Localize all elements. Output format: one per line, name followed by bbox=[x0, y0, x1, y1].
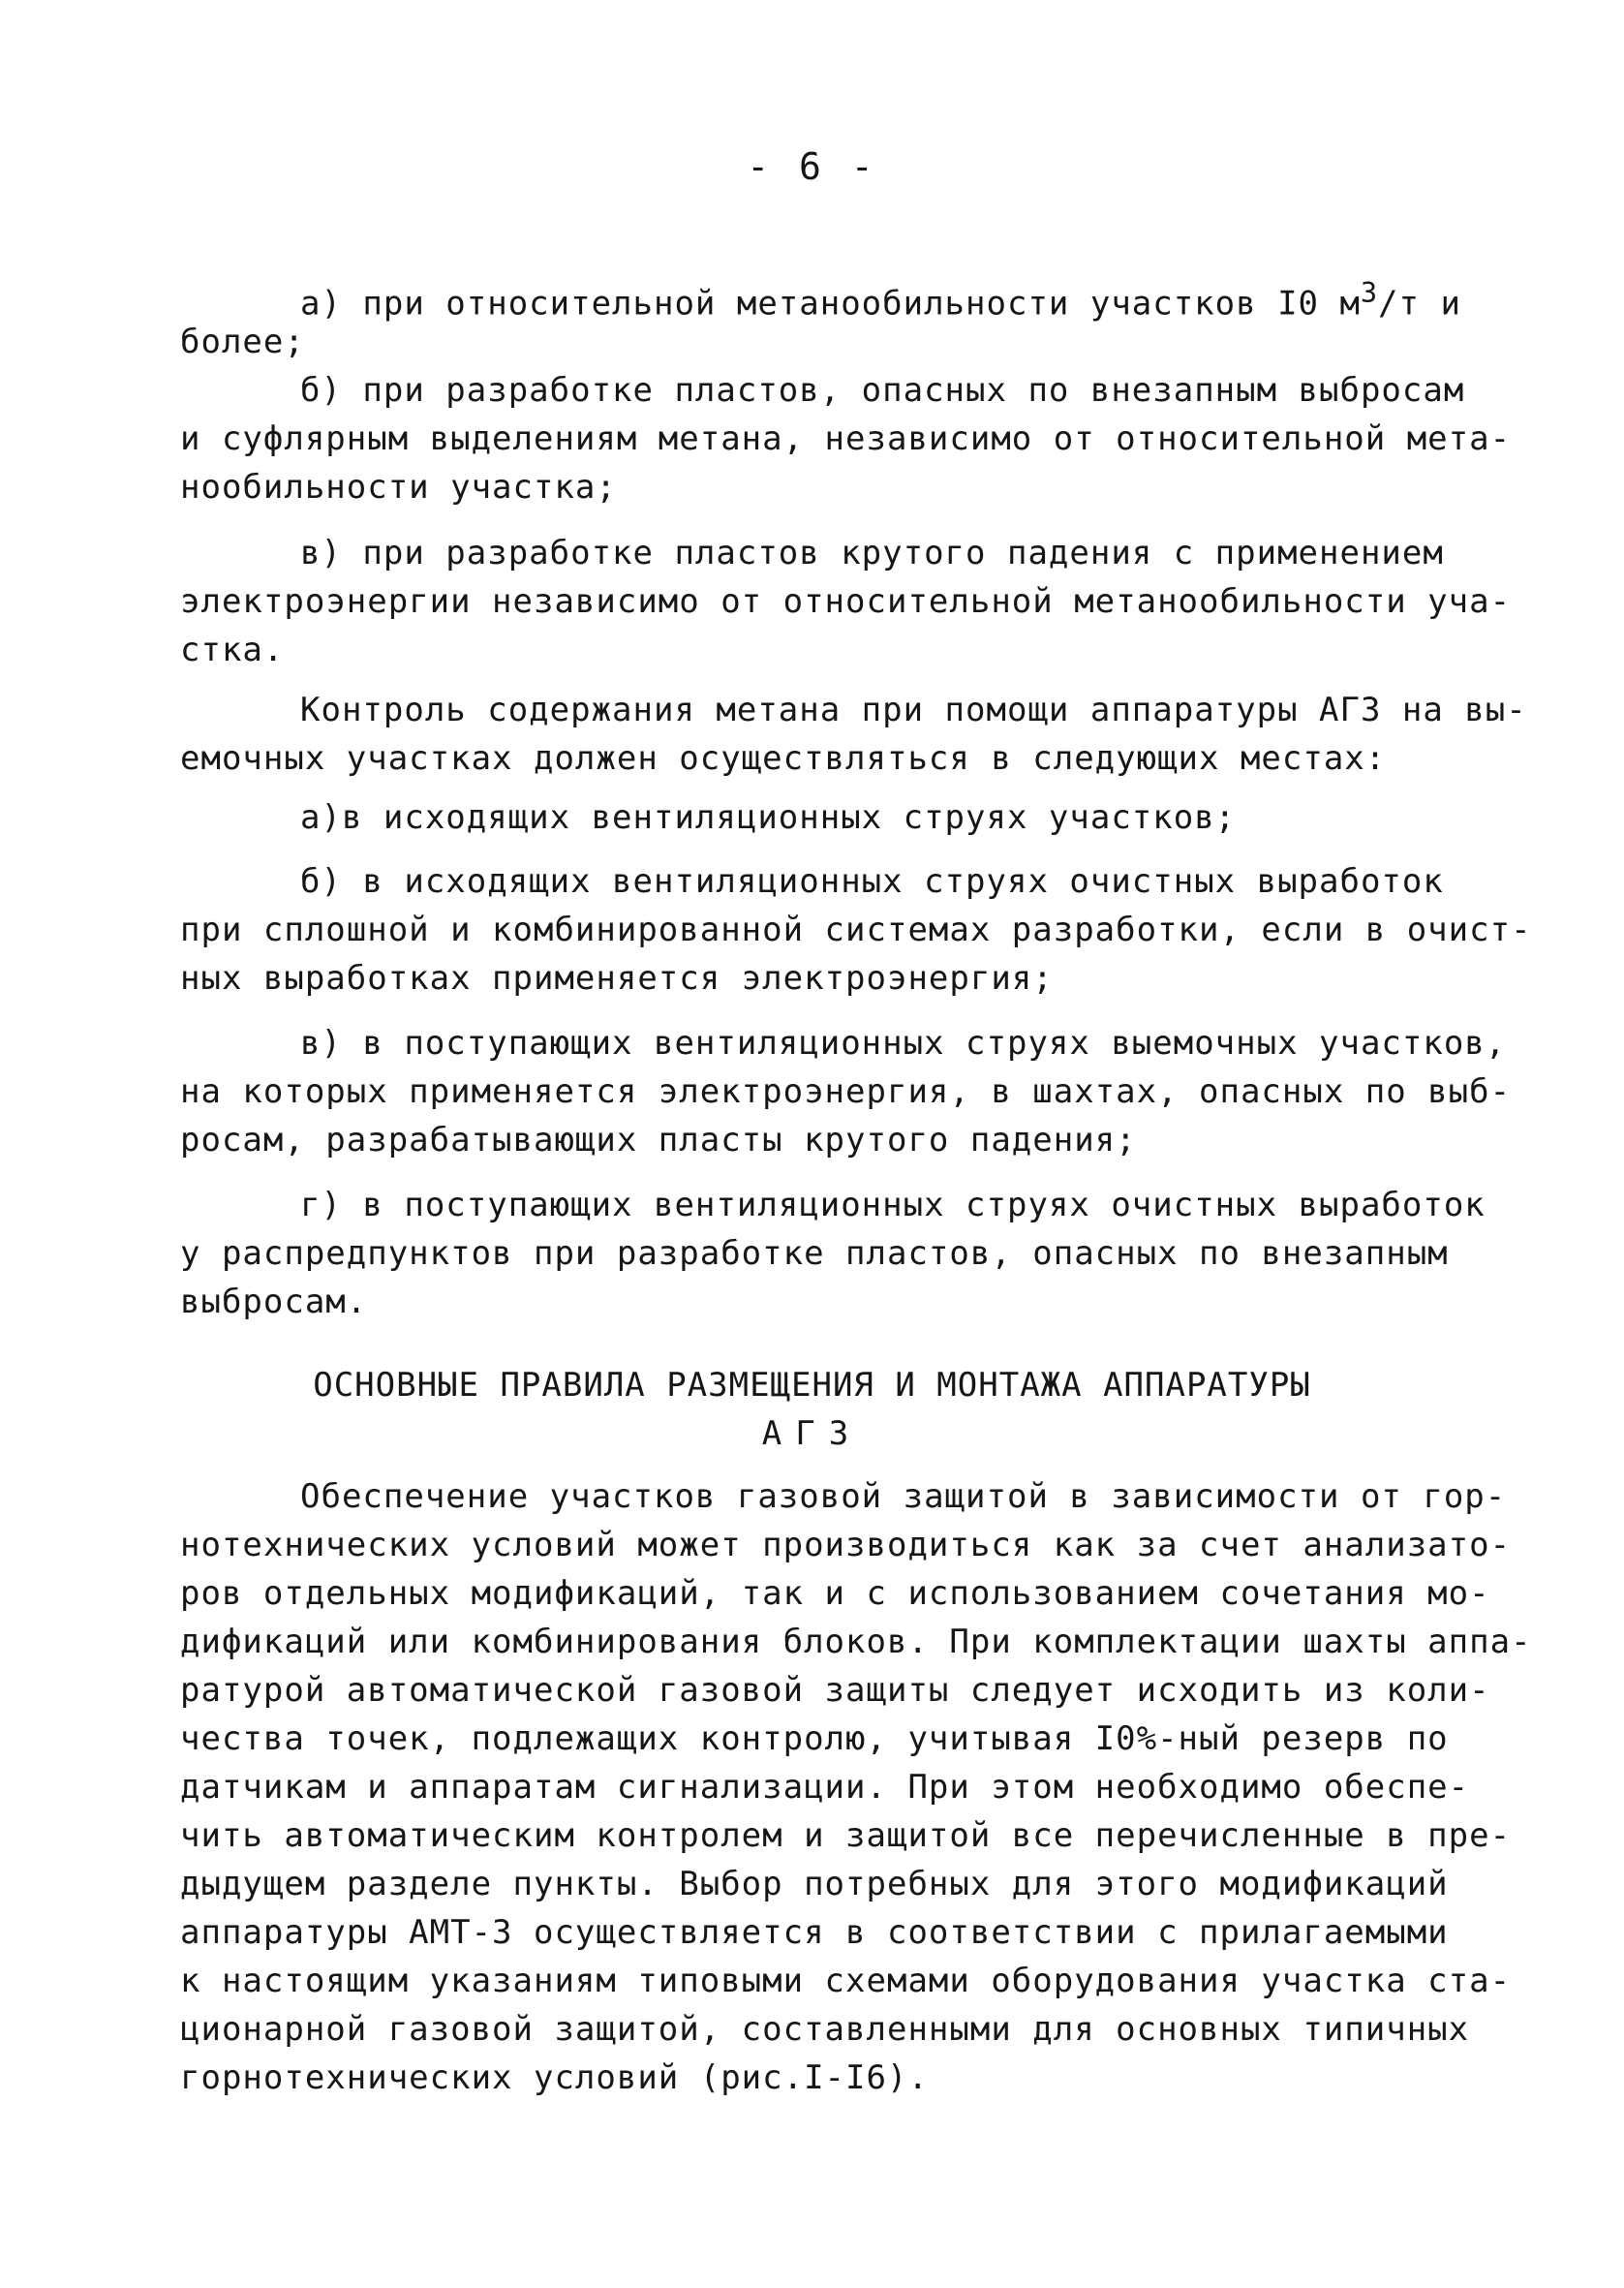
text-line: емочных участках должен осуществляться в следующих местах: bbox=[180, 739, 1387, 778]
text-line: а)в исходящих вентиляционных струях участков; bbox=[300, 798, 1237, 837]
text-line: в) при разработке пластов крутого падения с применением bbox=[300, 534, 1444, 572]
text-line: горнотехнических условий (рис.I-I6). bbox=[180, 2058, 929, 2097]
text-line: стка. bbox=[180, 631, 285, 669]
text-line: дыдущем разделе пункты. Выбор потребных для этого модификаций bbox=[180, 1865, 1449, 1903]
text-line: а) при относительной метанообильности участков I0 $м^3/т$ и bbox=[300, 277, 1461, 324]
text-line: на которых применяется электроэнергия, в шахтах, опасных по выб- bbox=[180, 1072, 1512, 1111]
text-line: в) в поступающих вентиляционных струях выемочных участков, bbox=[300, 1024, 1507, 1063]
text-line: и суфлярным выделениям метана, независимо от относительной мета- bbox=[180, 419, 1512, 458]
text-line: ратурой автоматической газовой защиты следует исходить из коли- bbox=[180, 1671, 1490, 1710]
text-line: нотехнических условий может производиться как за счет анализато- bbox=[180, 1526, 1512, 1564]
page-number: - 6 - bbox=[747, 145, 877, 188]
section-heading: АГЗ bbox=[761, 1414, 863, 1453]
text-line: росам, разрабатывающих пласты крутого падения; bbox=[180, 1121, 1137, 1159]
text-line: Контроль содержания метана при помощи аппаратуры АГЗ на вы- bbox=[300, 691, 1527, 729]
text-line: б) в исходящих вентиляционных струях очистных выработок bbox=[300, 862, 1444, 901]
text-line: б) при разработке пластов, опасных по внезапным выбросам bbox=[300, 371, 1465, 410]
text-line: чить автоматическим контролем и защитой все перечисленные в пре- bbox=[180, 1816, 1512, 1855]
text-line: электроэнергии независимо от относительной метанообильности уча- bbox=[180, 582, 1512, 621]
text-line: Обеспечение участков газовой защитой в зависимости от гор- bbox=[300, 1477, 1507, 1516]
text-line: аппаратуры АМТ-3 осуществляется в соответствии с прилагаемыми bbox=[180, 1913, 1449, 1952]
text-line: чества точек, подлежащих контролю, учитывая I0%-ный резерв по bbox=[180, 1719, 1449, 1758]
text-line: у распредпунктов при разработке пластов, опасных по внезапным bbox=[180, 1234, 1449, 1273]
text-line: более; bbox=[180, 323, 305, 361]
text-line: выбросам. bbox=[180, 1283, 368, 1321]
text-line: ров отдельных модификаций, так и с использованием сочетания мо- bbox=[180, 1574, 1490, 1613]
text-line: ционарной газовой защитой, составленными для основных типичных bbox=[180, 2010, 1470, 2049]
text-line: дификаций или комбинирования блоков. При комплектации шахты аппа- bbox=[180, 1623, 1532, 1661]
text-line: при сплошной и комбинированной системах разработки, если в очист- bbox=[180, 911, 1532, 949]
text-line: датчикам и аппаратам сигнализации. При этом необходимо обеспе- bbox=[180, 1768, 1470, 1807]
text-line: нообильности участка; bbox=[180, 468, 617, 507]
text-line: ных выработках применяется электроэнергия; bbox=[180, 959, 1054, 998]
text-line: к настоящим указаниям типовыми схемами оборудования участка ста- bbox=[180, 1962, 1512, 2000]
section-heading: ОСНОВНЫЕ ПРАВИЛА РАЗМЕЩЕНИЯ И МОНТАЖА АППАРАТУРЫ bbox=[313, 1366, 1311, 1405]
text-line: г) в поступающих вентиляционных струях очистных выработок bbox=[300, 1186, 1486, 1224]
